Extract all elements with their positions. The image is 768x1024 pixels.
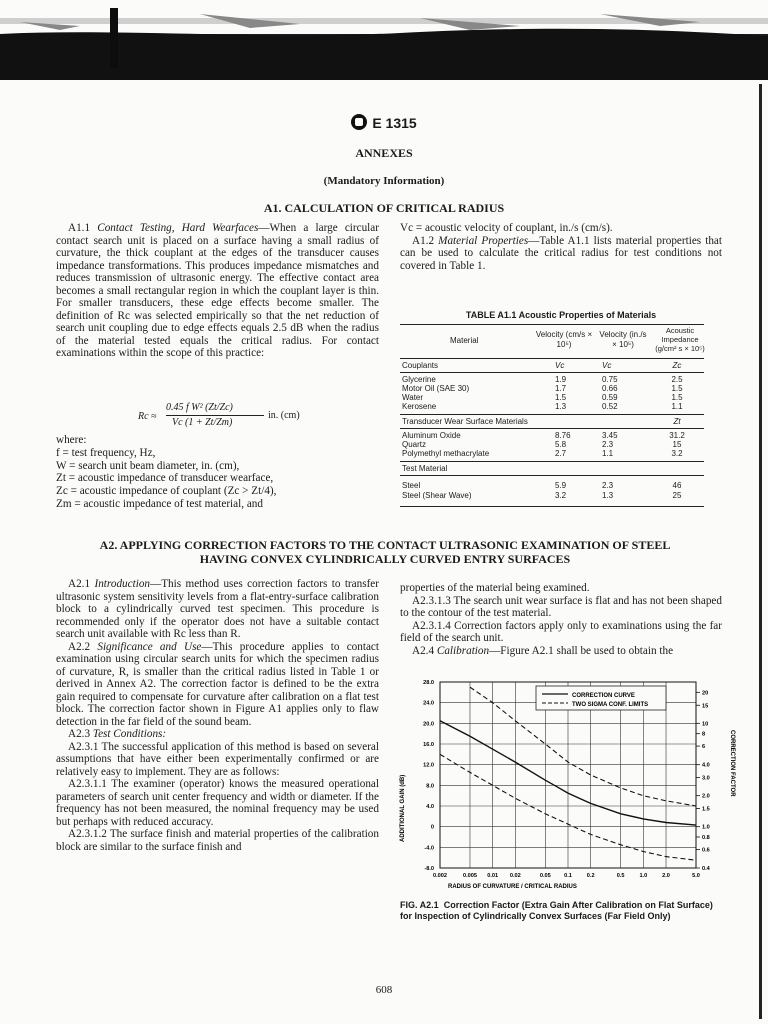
cell: 2.3 [602,481,614,490]
a1-right-text [400,222,722,272]
cell: 0.59 [602,393,618,402]
y-tick-label: 24.0 [423,700,434,707]
a2-title-line-1: A2. APPLYING CORRECTION FACTORS TO THE CONTACT ULTRASONIC EXAMINATION OF STEEL [99,538,671,552]
cell: Polymethyl methacrylate [402,449,490,458]
y2-tick-label: 1.5 [702,806,710,813]
eq-fraction-bar [166,415,264,416]
legend-dashed-label: TWO SIGMA CONF. LIMITS [572,702,649,708]
cell: Aluminum Oxide [402,431,461,440]
x-tick-label: 0.2 [586,873,595,879]
table-row [400,481,704,491]
x-tick-label: 0.02 [509,873,521,879]
y2-tick-label: 8 [702,731,706,738]
def-zt: Zt = acoustic impedance of transducer wearface, [56,472,274,485]
x-tick-label: 0.05 [539,873,551,879]
designation-text: E 1315 [372,115,417,131]
x-tick-label: 1.0 [639,873,648,879]
col-header-impedance: Acoustic Impedance (g/cm² s × 10⁵) [655,326,705,353]
cell: 1.3 [555,402,567,411]
cell: Vc [555,361,565,370]
figure-caption [400,900,724,922]
cell: 1.1 [671,402,683,411]
y2-tick-label: 6 [702,744,706,751]
acoustic-properties-table [400,324,704,514]
def-w: W = search unit beam diameter, in. (cm), [56,459,240,472]
chart-legend [536,686,666,710]
cell: Motor Oil (SAE 30) [402,384,470,393]
cell: Kerosene [402,402,437,411]
cell: 5.8 [555,440,567,449]
cell: Steel (Shear Wave) [402,491,472,500]
table-section-wear [400,417,704,427]
cell: 31.2 [669,431,685,440]
cell: 3.2 [555,491,567,500]
para-a2-3-1-1: A2.3.1.1 The examiner (operator) knows the measured operational parameters of search unit center frequency and width or diameter. If the frequency has not been measured, the nominal frequency may be used but perhaps with reduced accuracy. [56,778,379,828]
legend-solid-label: CORRECTION CURVE [572,693,635,699]
where-label: where: [56,434,87,446]
y-tick-label: 0 [430,824,434,831]
cell: 1.5 [671,393,683,402]
table-row [400,449,704,459]
cell: 2.7 [555,449,567,458]
y2-tick-label: 0.6 [702,847,710,854]
cell: Water [402,393,424,402]
para-number: A1.1 [68,222,91,234]
eq-numerator: 0.45 f W² (Zt/Zc) [166,402,233,413]
astm-logo-icon [351,114,367,130]
para-a2-3-1-3: A2.3.1.3 The search unit wear surface is flat and has not been shaped to the contour of the test material. [400,594,722,619]
a2-left-text [56,578,379,853]
para-body: —Figure A2.1 shall be used to obtain the [489,644,674,657]
table-rule [400,506,704,507]
y2-tick-label: 2.0 [702,793,710,800]
def-zc: Zc = acoustic impedance of couplant (Zc > Zt/4), [56,485,277,498]
cell: 1.7 [555,384,567,393]
cell: Zc [672,361,682,370]
para-heading: Material Properties [438,234,529,247]
scan-right-edge [759,84,762,1019]
y2-axis-label: CORRECTION FACTOR [729,730,735,797]
y-tick-label: 28.0 [423,680,434,686]
cell: 3.2 [671,449,683,458]
cell: 8.76 [555,431,571,440]
cell: 1.5 [671,384,683,393]
x-tick-label: 2.0 [662,873,670,879]
cell: 1.3 [602,491,614,500]
table-rule [400,414,704,415]
eq-lhs: Rc ≈ [138,411,157,422]
cell: 2.3 [602,440,614,449]
para-body: —This method uses correction factors to transfer ultrasonic system sensitivity levels from a flat-entry-surface calibration block to a cylindrically curved test specimen. This procedure is recommended only if the operator does not have a suitable contact search unit available with Rc less than R. [56,578,379,640]
col-header-material: Material [450,336,479,345]
x-tick-label: 0.002 [433,873,447,879]
a1-section-title: A1. CALCULATION OF CRITICAL RADIUS [263,201,505,215]
para-heading: Introduction [94,578,151,590]
y2-tick-label: 10 [702,721,709,728]
cell: 0.75 [602,375,618,384]
y2-tick-label: 0.4 [702,866,710,872]
x-tick-label: 0.005 [462,873,477,879]
figure-number: FIG. A2.1 [400,900,439,910]
x-tick-label: 0.01 [487,873,499,879]
table-row [400,491,704,501]
cell: 25 [672,491,682,500]
y-tick-label: 8.0 [426,783,434,790]
def-vc: Vc = acoustic velocity of couplant, in./s (cm/s). [400,222,613,234]
cell: Vc [602,361,612,370]
x-tick-label: 5.0 [692,873,700,879]
page-number: 608 [375,984,393,996]
y2-tick-label: 1.0 [702,824,710,831]
cell: 46 [672,481,682,490]
def-zm: Zm = acoustic impedance of test material, and [56,497,263,510]
a2-right-text [400,582,722,657]
y2-tick-label: 20 [702,690,709,697]
scan-header-band [0,0,768,84]
a2-section-title [40,538,730,566]
cell: 15 [672,440,682,449]
y-tick-label: 4.0 [426,804,434,810]
para-body: —When a large circular contact search unit is placed on a surface having a small radius of curvature, the thick couplant at the edges of the transducer causes impedance transformations. This produces impedance mismatches and reduces transmission of ultrasonic energy. The effective contact area becomes a small rectangular region in which the couplant layer is thin. For smaller transducers, these edge effects become smaller. The definition of Rc was selected empirically so that the net reduction of search unit coupling due to edge effects equals 2.5 dB when the radius of the material tested equals the critical radius. For contact examinations within the scope of this practice: [56,222,379,359]
cell: 3.45 [602,431,618,440]
eq-denominator: Vc (1 + Zt/Zm) [172,417,233,428]
table-section-test [400,464,704,474]
para-a2-3-1-2: A2.3.1.2 The surface finish and material properties of the calibration block are similar to the surface finish and [56,828,379,853]
cell: 1.9 [555,375,567,384]
para-heading: Contact Testing, Hard Wearfaces [97,222,259,234]
y-tick-label: 16.0 [423,742,434,748]
correction-factor-chart [396,672,736,894]
y2-tick-label: 15 [702,703,709,710]
col-header-velocity-cm: Velocity (cm/s × 10⁵) [535,330,593,349]
para-heading: Calibration [436,644,490,657]
cell: 5.9 [555,481,567,490]
y-tick-label: -4.0 [424,845,434,852]
para-body: —Table A1.1 lists material properties that can be used to calculate the critical radius for test conditions not covered in Table 1. [400,234,722,272]
equation-definitions [56,434,379,511]
cell: Transducer Wear Surface Materials [402,417,528,426]
cell: 0.66 [602,384,618,393]
annexes-title: ANNEXES [355,146,413,160]
para-number: A2.3 [68,728,91,740]
cell: Couplants [402,361,439,370]
para-number: A1.2 [412,234,435,247]
mandatory-info-label: (Mandatory Information) [323,175,445,187]
y-tick-label: 12.0 [423,762,434,769]
x-tick-label: 0.5 [616,873,625,879]
figure-caption-text: Correction Factor (Extra Gain After Calibration on Flat Surface) for Inspection of Cylindrically Convex Surfaces (Far Field Only) [400,900,713,921]
table-section-couplants [400,361,704,371]
para-number: A2.4 [412,644,435,657]
table-rule [400,358,704,359]
table-rule [400,461,704,462]
x-tick-label: 0.1 [564,873,572,879]
standard-designation [0,114,768,131]
table-rule [400,372,704,373]
y2-tick-label: 0.8 [702,835,710,841]
para-continued: properties of the material being examined. [400,582,590,594]
cell: 0.52 [602,402,618,411]
cell: Test Material [402,464,448,473]
para-a2-3-1: A2.3.1 The successful application of this method is based on several assumptions that have either been experimentally confirmed or are relatively easy to implement. They are as follows: [56,740,379,778]
def-f: f = test frequency, Hz, [56,446,156,459]
para-a2-3-1-4: A2.3.1.4 Correction factors apply only to examinations using the far field of the search unit. [400,619,722,644]
cell: 2.5 [671,375,683,384]
y2-tick-label: 4.0 [702,762,710,769]
cell: Steel [402,481,421,490]
col-header-velocity-in: Velocity (in./s × 10⁵) [599,330,647,349]
para-number: A2.1 [68,578,91,590]
para-number: A2.2 [68,640,91,653]
table-row [400,402,704,412]
a2-title-line-2: HAVING CONVEX CYLINDRICALLY CURVED ENTRY SURFACES [199,552,571,566]
cell: 1.1 [602,449,614,458]
para-heading: Significance and Use [97,640,202,653]
table-caption: TABLE A1.1 Acoustic Properties of Materials [465,310,657,320]
cell: Zt [673,417,681,426]
x-axis-label: RADIUS OF CURVATURE / CRITICAL RADIUS [448,884,577,890]
a1-1-paragraph [56,222,379,360]
table-rule [400,475,704,476]
para-heading: Test Conditions: [92,728,167,740]
y-tick-label: 20.0 [423,721,434,728]
y-axis-label: ADDITIONAL GAIN (dB) [400,774,406,842]
y2-tick-label: 3.0 [702,775,710,782]
y-tick-label: -8.0 [424,866,434,872]
para-body: —This procedure applies to contact examination using circular search units for which the specimen radius of curvature, R, is smaller than the critical radius listed in Table 1 or derived in Annex A2. The correction factor is defined to be the extra gain required to compensate for curvature after calibration on a flat test block. The correction factor shown in Figure A1 applies only to flaw detection in the far field of the sound beam. [56,640,380,728]
cell: 1.5 [555,393,567,402]
cell: Glycerine [402,375,436,384]
table-rule [400,428,704,429]
eq-unit: in. (cm) [268,410,300,421]
table-rule [400,324,704,325]
cell: Quartz [402,440,427,449]
